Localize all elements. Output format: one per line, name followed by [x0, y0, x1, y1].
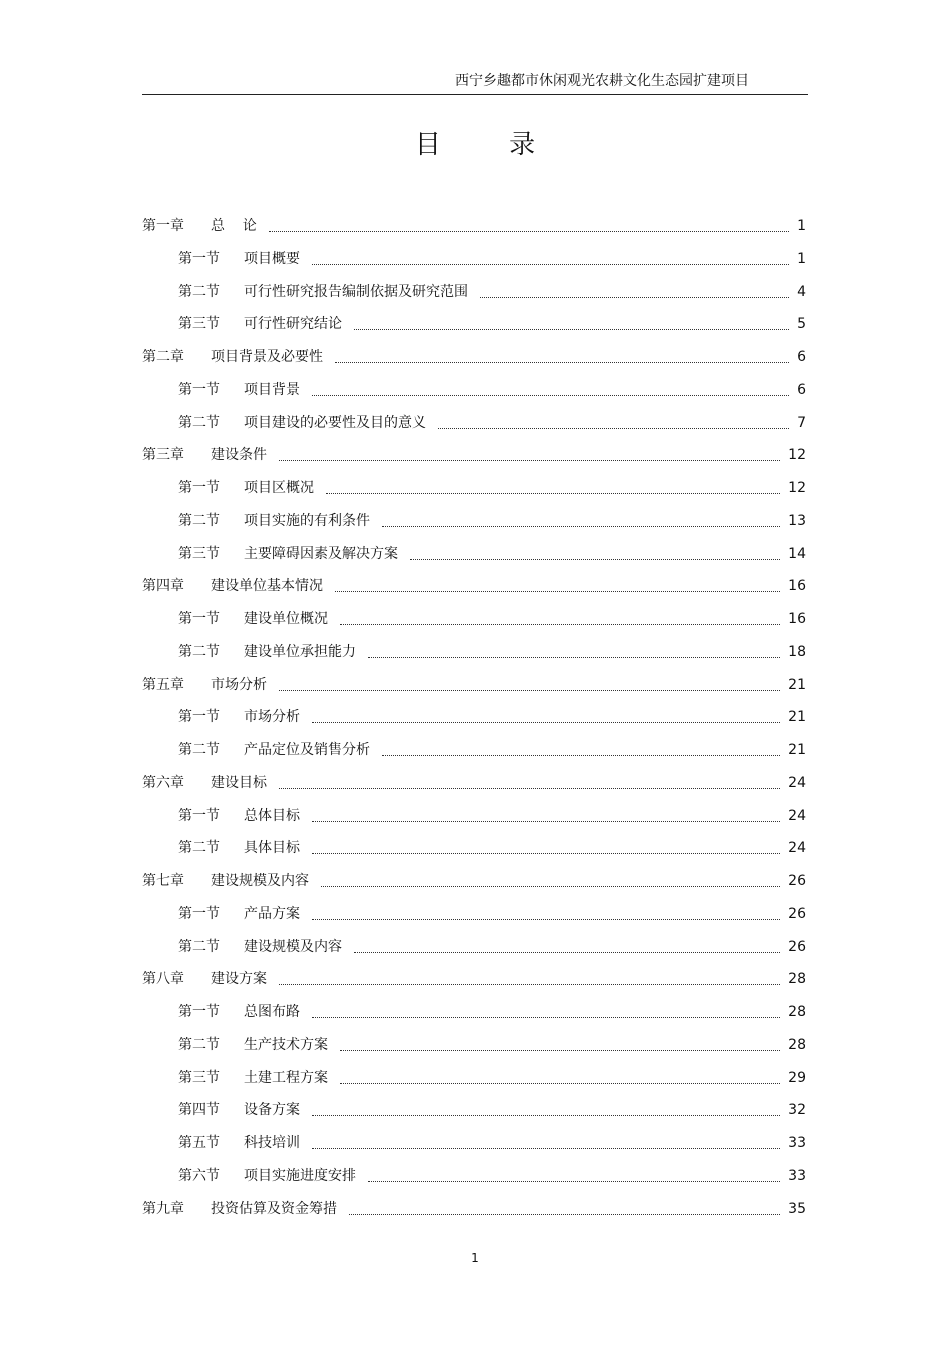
toc-title: 项目概要: [244, 251, 300, 267]
toc-leader-dots: [438, 409, 789, 429]
toc-number: 第二节: [178, 939, 220, 955]
toc-number: 第八章: [142, 971, 184, 987]
toc-page-number: 29: [788, 1070, 806, 1086]
toc-leader-dots: [368, 638, 780, 658]
toc-leader-dots: [312, 1096, 780, 1116]
toc-section-row[interactable]: [0, 904, 950, 924]
toc-section-row[interactable]: [0, 314, 950, 334]
toc-leader-dots: [382, 507, 780, 527]
toc-number: 第六节: [178, 1168, 220, 1184]
toc-page-number: 14: [788, 546, 806, 562]
toc-number: 第一节: [178, 808, 220, 824]
toc-title: 项目区概况: [244, 480, 314, 496]
toc-title: 建设目标: [211, 775, 267, 791]
toc-page-number: 21: [788, 742, 806, 758]
toc-title: 项目实施进度安排: [244, 1168, 356, 1184]
toc-section-row[interactable]: [0, 511, 950, 531]
toc-leader-dots: [326, 474, 780, 494]
toc-leader-dots: [312, 376, 789, 396]
toc-number: 第三章: [142, 447, 184, 463]
toc-number: 第五节: [178, 1135, 220, 1151]
toc-page-number: 33: [788, 1135, 806, 1151]
toc-number: 第一节: [178, 382, 220, 398]
toc-title: 总 论: [211, 218, 257, 234]
toc-number: 第二节: [178, 742, 220, 758]
toc-leader-dots: [312, 703, 780, 723]
toc-number: 第一节: [178, 709, 220, 725]
toc-title: 建设规模及内容: [211, 873, 309, 889]
toc-page-number: 28: [788, 971, 806, 987]
toc-title: 总体目标: [244, 808, 300, 824]
toc-number: 第一节: [178, 480, 220, 496]
toc-chapter-row[interactable]: [0, 1199, 950, 1219]
toc-chapter-row[interactable]: [0, 347, 950, 367]
toc-page-number: 24: [788, 840, 806, 856]
toc-title: 项目建设的必要性及目的意义: [244, 415, 426, 431]
toc-page-number: 26: [788, 873, 806, 889]
toc-title: 市场分析: [244, 709, 300, 725]
toc-title: 主要障碍因素及解决方案: [244, 546, 398, 562]
toc-number: 第九章: [142, 1201, 184, 1217]
toc-section-row[interactable]: [0, 740, 950, 760]
toc-leader-dots: [279, 441, 780, 461]
toc-chapter-row[interactable]: [0, 773, 950, 793]
toc-page-number: 24: [788, 775, 806, 791]
toc-leader-dots: [410, 540, 780, 560]
toc-number: 第二节: [178, 284, 220, 300]
toc-page-number: 6: [797, 382, 806, 398]
toc-section-row[interactable]: [0, 282, 950, 302]
toc-title: 项目背景及必要性: [211, 349, 323, 365]
page-number: 1: [471, 1251, 479, 1265]
toc-section-row[interactable]: [0, 1002, 950, 1022]
toc-leader-dots: [321, 867, 780, 887]
toc-page-number: 12: [788, 447, 806, 463]
toc-leader-dots: [382, 736, 780, 756]
toc-chapter-row[interactable]: [0, 675, 950, 695]
toc-section-row[interactable]: [0, 1035, 950, 1055]
toc-title: 建设规模及内容: [244, 939, 342, 955]
toc-leader-dots: [312, 802, 780, 822]
toc-leader-dots: [279, 769, 780, 789]
toc-leader-dots: [312, 900, 780, 920]
toc-page-number: 26: [788, 906, 806, 922]
toc-page-number: 7: [797, 415, 806, 431]
toc-section-row[interactable]: [0, 413, 950, 433]
toc-page-number: 35: [788, 1201, 806, 1217]
toc-number: 第一节: [178, 1004, 220, 1020]
toc-number: 第四节: [178, 1102, 220, 1118]
toc-page-number: 16: [788, 611, 806, 627]
toc-number: 第三节: [178, 546, 220, 562]
toc-title: 可行性研究结论: [244, 316, 342, 332]
toc-number: 第三节: [178, 1070, 220, 1086]
toc-leader-dots: [312, 998, 780, 1018]
toc-title: 投资估算及资金筹措: [211, 1201, 337, 1217]
toc-section-row[interactable]: [0, 642, 950, 662]
toc-leader-dots: [335, 572, 780, 592]
toc-number: 第一节: [178, 611, 220, 627]
toc-leader-dots: [354, 933, 780, 953]
toc-section-row[interactable]: [0, 1068, 950, 1088]
toc-leader-dots: [349, 1195, 780, 1215]
toc-title: 项目实施的有利条件: [244, 513, 370, 529]
toc-leader-dots: [354, 310, 789, 330]
toc-section-row[interactable]: [0, 1166, 950, 1186]
toc-section-row[interactable]: [0, 609, 950, 629]
toc-page-number: 28: [788, 1037, 806, 1053]
toc-leader-dots: [335, 343, 789, 363]
toc-leader-dots: [340, 1031, 780, 1051]
toc-page-number: 28: [788, 1004, 806, 1020]
toc-section-row[interactable]: [0, 1133, 950, 1153]
toc-page-number: 5: [797, 316, 806, 332]
toc-page-number: 16: [788, 578, 806, 594]
toc-page-number: 24: [788, 808, 806, 824]
toc-page-number: 13: [788, 513, 806, 529]
toc-section-row[interactable]: [0, 478, 950, 498]
toc-title: 市场分析: [211, 677, 267, 693]
toc-title: 具体目标: [244, 840, 300, 856]
toc-number: 第二章: [142, 349, 184, 365]
toc-leader-dots: [312, 1129, 780, 1149]
toc-title: 产品方案: [244, 906, 300, 922]
toc-section-row[interactable]: [0, 806, 950, 826]
toc-title: 建设单位基本情况: [211, 578, 323, 594]
toc-title: 建设方案: [211, 971, 267, 987]
running-header: 西宁乡趣都市休闲观光农耕文化生态园扩建项目: [455, 73, 749, 89]
toc-page-number: 21: [788, 709, 806, 725]
toc-title: 项目背景: [244, 382, 300, 398]
toc-leader-dots: [340, 1064, 780, 1084]
toc-chapter-row[interactable]: [0, 576, 950, 596]
toc-chapter-row[interactable]: [0, 969, 950, 989]
toc-number: 第一章: [142, 218, 184, 234]
toc-title: 生产技术方案: [244, 1037, 328, 1053]
toc-title: 科技培训: [244, 1135, 300, 1151]
toc-number: 第七章: [142, 873, 184, 889]
toc-number: 第四章: [142, 578, 184, 594]
toc-leader-dots: [340, 605, 780, 625]
toc-page-number: 32: [788, 1102, 806, 1118]
toc-section-row[interactable]: [0, 838, 950, 858]
toc-page-number: 4: [797, 284, 806, 300]
toc-number: 第一节: [178, 906, 220, 922]
toc-title: 建设单位概况: [244, 611, 328, 627]
toc-leader-dots: [312, 834, 780, 854]
toc-section-row[interactable]: [0, 1100, 950, 1120]
toc-number: 第二节: [178, 513, 220, 529]
toc-section-row[interactable]: [0, 380, 950, 400]
toc-page-number: 1: [797, 251, 806, 267]
toc-chapter-row[interactable]: [0, 216, 950, 236]
toc-leader-dots: [312, 245, 789, 265]
toc-title: 设备方案: [244, 1102, 300, 1118]
toc-page-number: 6: [797, 349, 806, 365]
toc-section-row[interactable]: [0, 544, 950, 564]
toc-page-number: 12: [788, 480, 806, 496]
document-title: 目 录: [414, 130, 566, 160]
toc-page-number: 33: [788, 1168, 806, 1184]
toc-title: 总图布路: [244, 1004, 300, 1020]
toc-title: 土建工程方案: [244, 1070, 328, 1086]
toc-number: 第二节: [178, 415, 220, 431]
toc-page-number: 18: [788, 644, 806, 660]
toc-leader-dots: [480, 278, 789, 298]
toc-page-number: 26: [788, 939, 806, 955]
toc-page-number: 1: [797, 218, 806, 234]
toc-number: 第六章: [142, 775, 184, 791]
toc-leader-dots: [269, 212, 789, 232]
toc-section-row[interactable]: [0, 937, 950, 957]
toc-number: 第二节: [178, 644, 220, 660]
toc-title: 建设条件: [211, 447, 267, 463]
toc-number: 第五章: [142, 677, 184, 693]
toc-section-row[interactable]: [0, 249, 950, 269]
toc-section-row[interactable]: [0, 707, 950, 727]
toc-leader-dots: [368, 1162, 780, 1182]
toc-chapter-row[interactable]: [0, 445, 950, 465]
toc-page-number: 21: [788, 677, 806, 693]
toc-title: 建设单位承担能力: [244, 644, 356, 660]
toc-leader-dots: [279, 671, 780, 691]
toc-leader-dots: [279, 965, 780, 985]
toc-title: 可行性研究报告编制依据及研究范围: [244, 284, 468, 300]
toc-title: 产品定位及销售分析: [244, 742, 370, 758]
toc-number: 第三节: [178, 316, 220, 332]
toc-number: 第一节: [178, 251, 220, 267]
toc-number: 第二节: [178, 840, 220, 856]
toc-chapter-row[interactable]: [0, 871, 950, 891]
toc-number: 第二节: [178, 1037, 220, 1053]
